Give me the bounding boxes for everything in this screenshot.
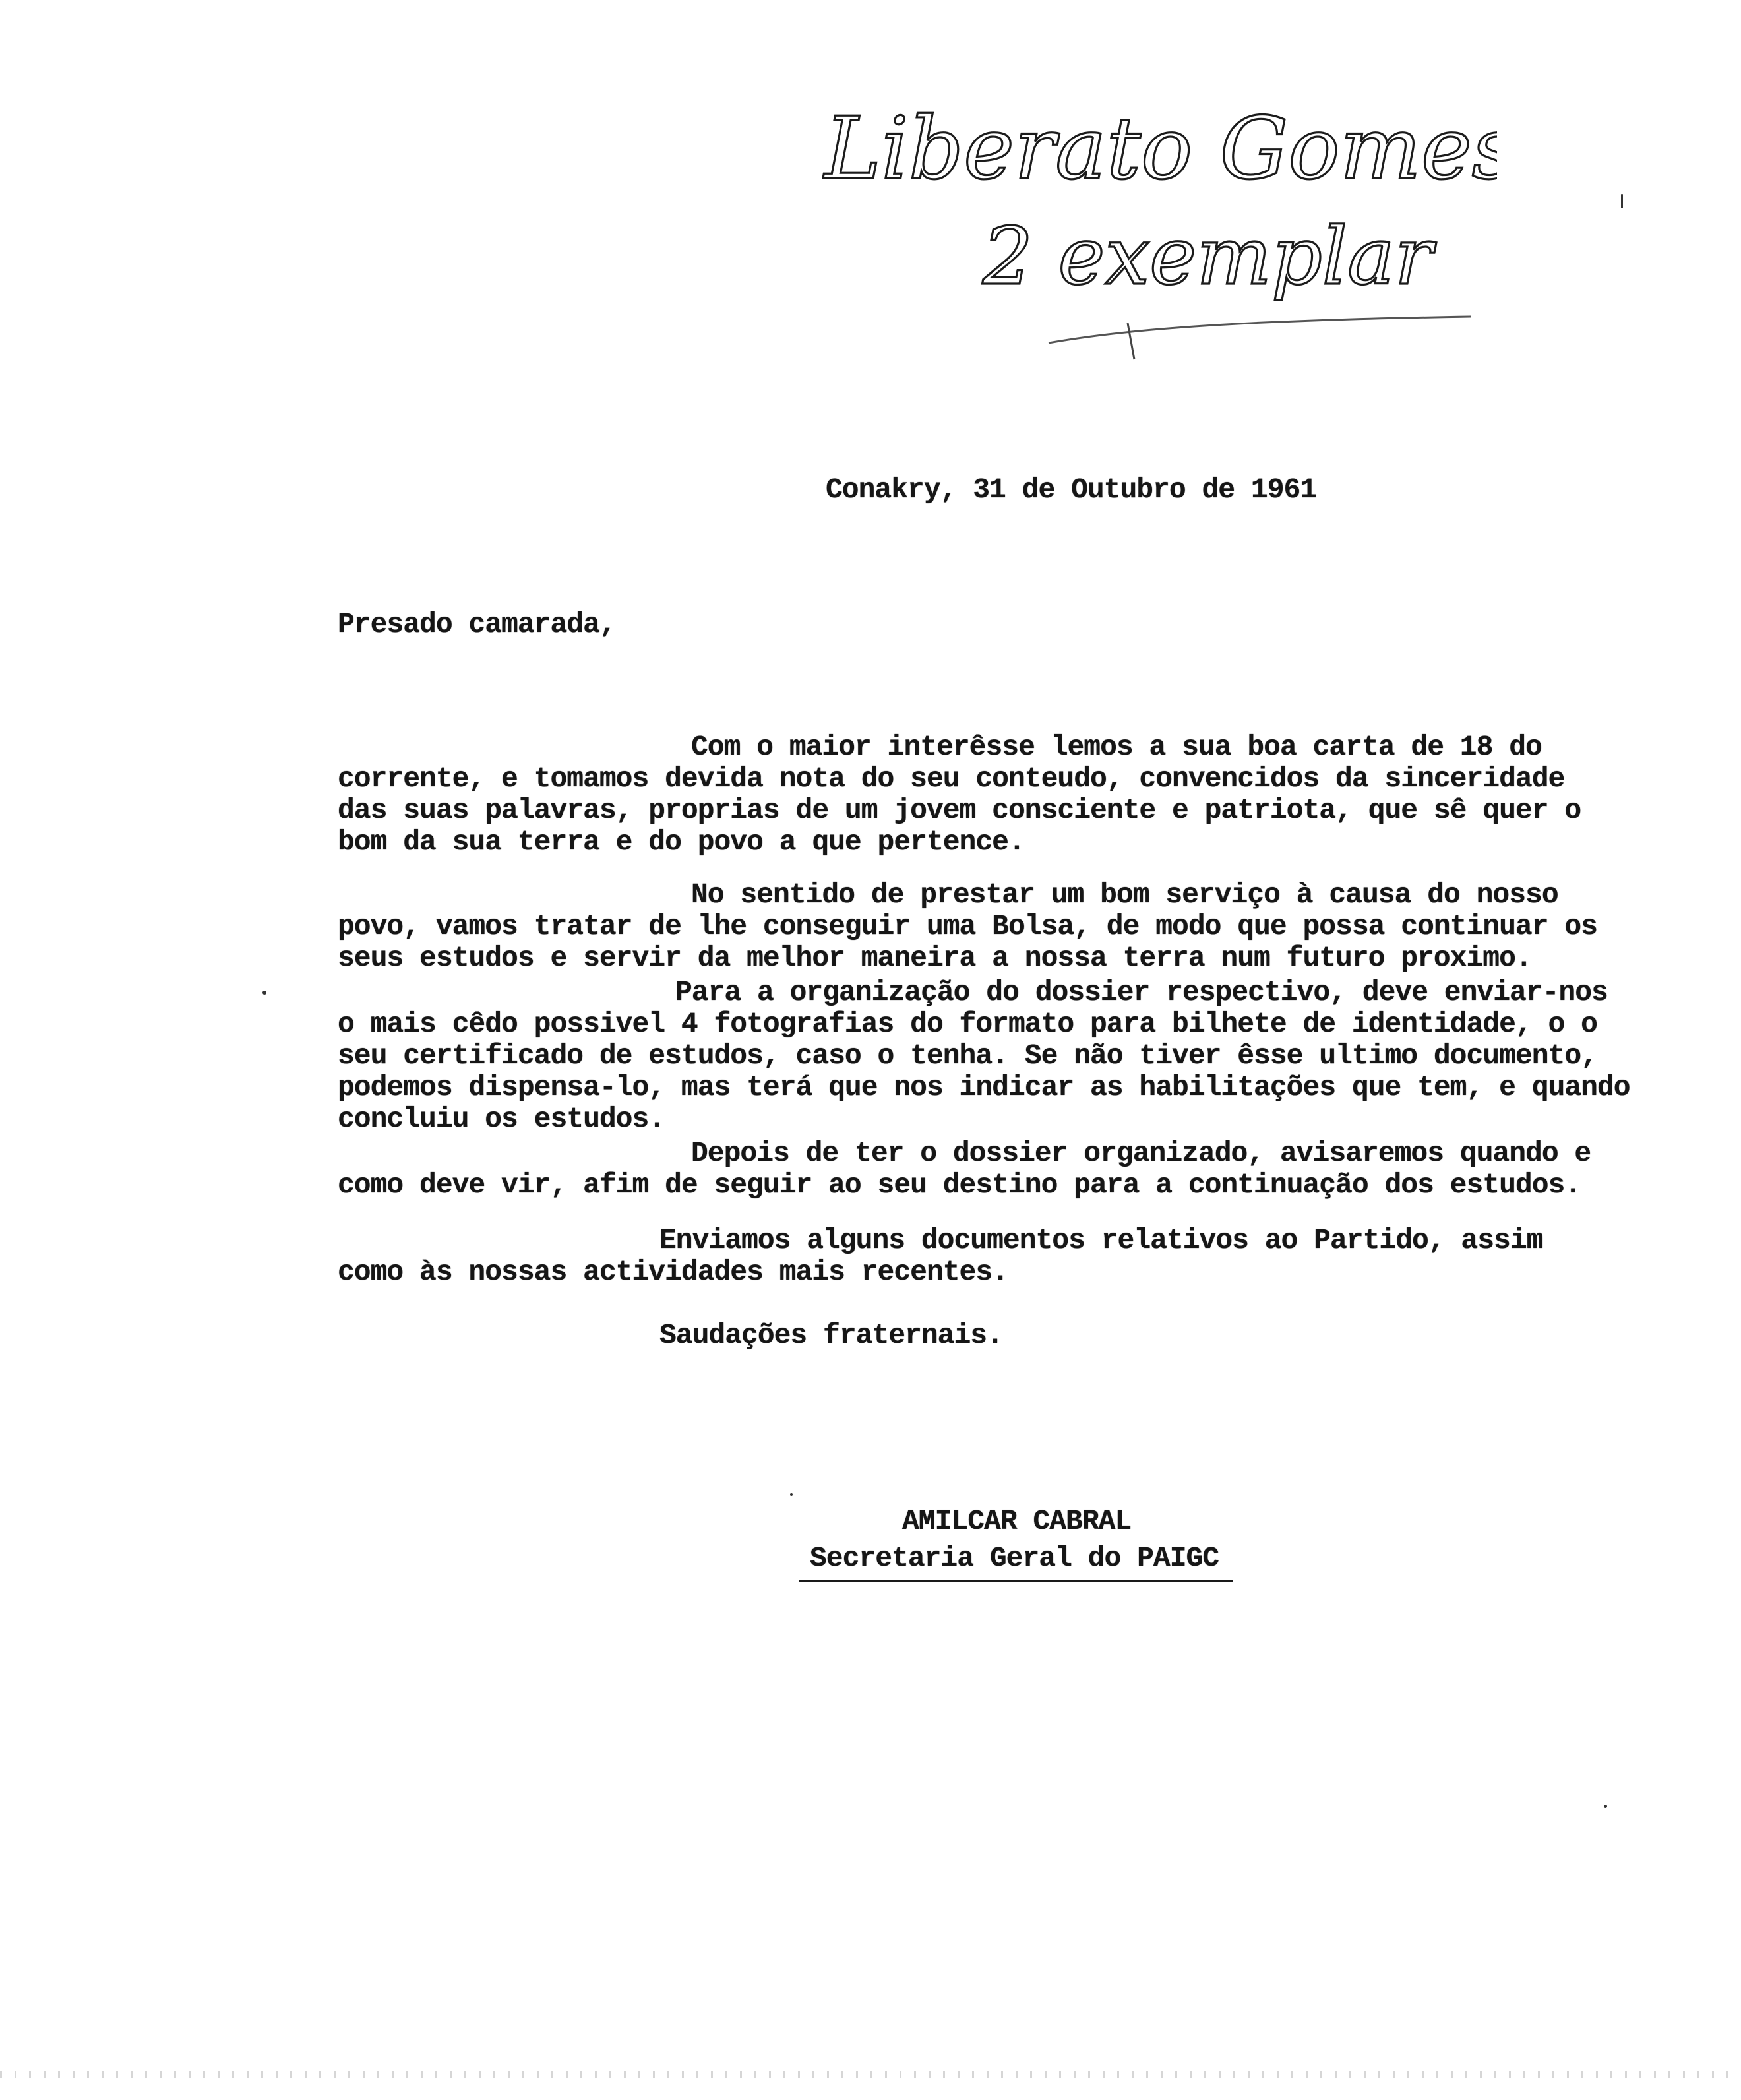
scan-edge [0, 2071, 1741, 2078]
closing: Saudações fraternais. [659, 1319, 1003, 1351]
dateline: Conakry, 31 de Outubro de 1961 [826, 474, 1317, 506]
signature-name: AMILCAR CABRAL [902, 1505, 1132, 1537]
scan-speck [790, 1493, 793, 1496]
body-line: seu certificado de estudos, caso o tenha. Se não tiver êsse ultimo documento, [338, 1039, 1597, 1072]
body-line: como às nossas actividades mais recentes. [338, 1256, 1008, 1288]
body-line: das suas palavras, proprias de um jovem consciente e patriota, que sê quer o [338, 794, 1581, 826]
body-line: Depois de ter o dossier organizado, avisaremos quando e [691, 1137, 1591, 1169]
handwritten-tick [1128, 323, 1134, 359]
body-line: concluiu os estudos. [338, 1103, 665, 1135]
body-line: corrente, e tomamos devida nota do seu conteudo, convencidos da sinceridade [338, 762, 1565, 795]
body-line: o mais cêdo possivel 4 fotografias do formato para bilhete de identidade, o o [338, 1008, 1597, 1040]
body-line: povo, vamos tratar de lhe conseguir uma Bolsa, de modo que possa continuar os [338, 910, 1597, 942]
signature-title: Secretaria Geral do PAIGC [810, 1542, 1219, 1574]
scan-mark [1621, 194, 1623, 208]
body-line: Enviamos alguns documentos relativos ao Partido, assim [659, 1224, 1543, 1256]
body-line: No sentido de prestar um bom serviço à causa do nosso [691, 879, 1558, 911]
scan-speck [262, 991, 266, 995]
body-line: podemos dispensa-lo, mas terá que nos indicar as habilitações que tem, e quando [338, 1071, 1630, 1103]
signature-underline [799, 1580, 1233, 1582]
handwritten-annotation [811, 99, 1497, 376]
handwritten-stroke [1049, 317, 1471, 343]
body-line: bom da sua terra e do povo a que pertence. [338, 826, 1025, 858]
handwritten-line-1: Liberato Gomes [824, 99, 1497, 199]
body-line: seus estudos e servir da melhor maneira a nossa terra num futuro proximo. [338, 942, 1532, 974]
salutation: Presado camarada, [338, 608, 616, 640]
body-line: Para a organização do dossier respectivo, deve enviar-nos [675, 976, 1608, 1008]
body-line: como deve vir, afim de seguir ao seu destino para a continuação dos estudos. [338, 1169, 1581, 1201]
body-line: Com o maior interêsse lemos a sua boa carta de 18 do [691, 731, 1542, 763]
handwritten-line-2: 2 exemplar [983, 211, 1433, 303]
scan-speck [1604, 1805, 1607, 1808]
